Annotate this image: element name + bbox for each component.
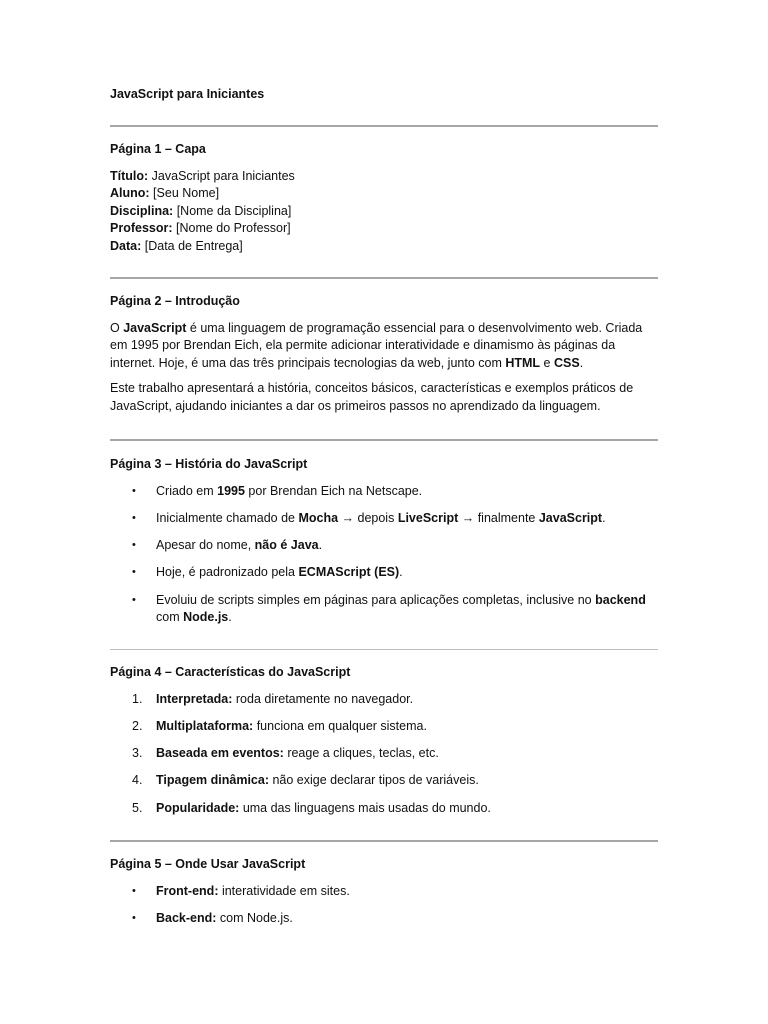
section-heading: Página 5 – Onde Usar JavaScript bbox=[110, 857, 306, 871]
section-divider bbox=[110, 125, 658, 127]
usage-list bbox=[110, 883, 658, 928]
section-history bbox=[110, 456, 658, 636]
list-item: • Hoje, é padronizado pela ECMAScript (ES). bbox=[110, 564, 658, 582]
section-cover bbox=[110, 141, 658, 255]
section-where-to-use bbox=[110, 856, 658, 937]
section-divider bbox=[110, 840, 658, 842]
bullet-icon: • bbox=[132, 539, 136, 552]
field-subject: Disciplina: [Nome da Disciplina] bbox=[110, 203, 292, 218]
section-divider bbox=[110, 439, 658, 441]
cover-fields bbox=[110, 168, 658, 256]
characteristics-list bbox=[110, 691, 658, 818]
section-characteristics bbox=[110, 664, 658, 827]
bullet-icon: • bbox=[132, 593, 136, 606]
list-item: • Front-end: interatividade em sites. bbox=[110, 883, 658, 901]
bullet-icon: • bbox=[132, 884, 136, 897]
list-item: • Apesar do nome, não é Java. bbox=[110, 537, 658, 555]
section-heading: Página 4 – Características do JavaScript bbox=[110, 665, 351, 679]
history-list bbox=[110, 483, 658, 627]
list-item: • Back-end: com Node.js. bbox=[110, 910, 658, 928]
intro-paragraph: O JavaScript é uma linguagem de programação essencial para o desenvolvimento web. Criada em 1995 por Brendan Eich, ela permite adicionar interatividade e dinamismo às páginas da internet. Hoje, é uma das três principais tecnologias da web, junto com HTML e CSS. bbox=[110, 320, 643, 370]
bullet-icon: • bbox=[132, 484, 136, 497]
section-heading: Página 1 – Capa bbox=[110, 142, 206, 156]
section-introduction bbox=[110, 293, 658, 423]
field-teacher: Professor: [Nome do Professor] bbox=[110, 221, 291, 235]
list-item: • Evoluiu de scripts simples em páginas para aplicações completas, inclusive no backend com Node.js. bbox=[132, 592, 646, 625]
section-heading: Página 3 – História do JavaScript bbox=[110, 457, 308, 471]
list-item: 1. Interpretada: roda diretamente no navegador. bbox=[132, 691, 414, 706]
field-date: Data: [Data de Entrega] bbox=[110, 238, 243, 253]
list-item: 2. Multiplataforma: funciona em qualquer sistema. bbox=[132, 718, 427, 733]
bullet-icon: • bbox=[132, 566, 136, 579]
list-item: • Criado em 1995 por Brendan Eich na Netscape. bbox=[110, 483, 658, 501]
section-heading: Página 2 – Introdução bbox=[110, 294, 240, 308]
bullet-icon: • bbox=[132, 911, 136, 924]
list-item: 5. Popularidade: uma das linguagens mais usadas do mundo. bbox=[132, 800, 491, 815]
document-title: JavaScript para Iniciantes bbox=[110, 87, 265, 101]
field-title: Título: JavaScript para Iniciantes bbox=[110, 168, 295, 183]
list-item: 3. Baseada em eventos: reage a cliques, teclas, etc. bbox=[132, 746, 439, 761]
intro-paragraph: Este trabalho apresentará a história, conceitos básicos, características e exemplos práticos de JavaScript, ajudando iniciantes a dar os primeiros passos no aprendizado da linguagem. bbox=[110, 381, 634, 413]
list-item: 4. Tipagem dinâmica: não exige declarar tipos de variáveis. bbox=[132, 773, 479, 788]
bullet-icon: • bbox=[132, 511, 136, 524]
field-student: Aluno: [Seu Nome] bbox=[110, 186, 220, 200]
section-divider bbox=[110, 649, 658, 650]
list-item: • Inicialmente chamado de Mocha → depois LiveScript → finalmente JavaScript. bbox=[110, 510, 658, 528]
section-divider bbox=[110, 277, 658, 279]
